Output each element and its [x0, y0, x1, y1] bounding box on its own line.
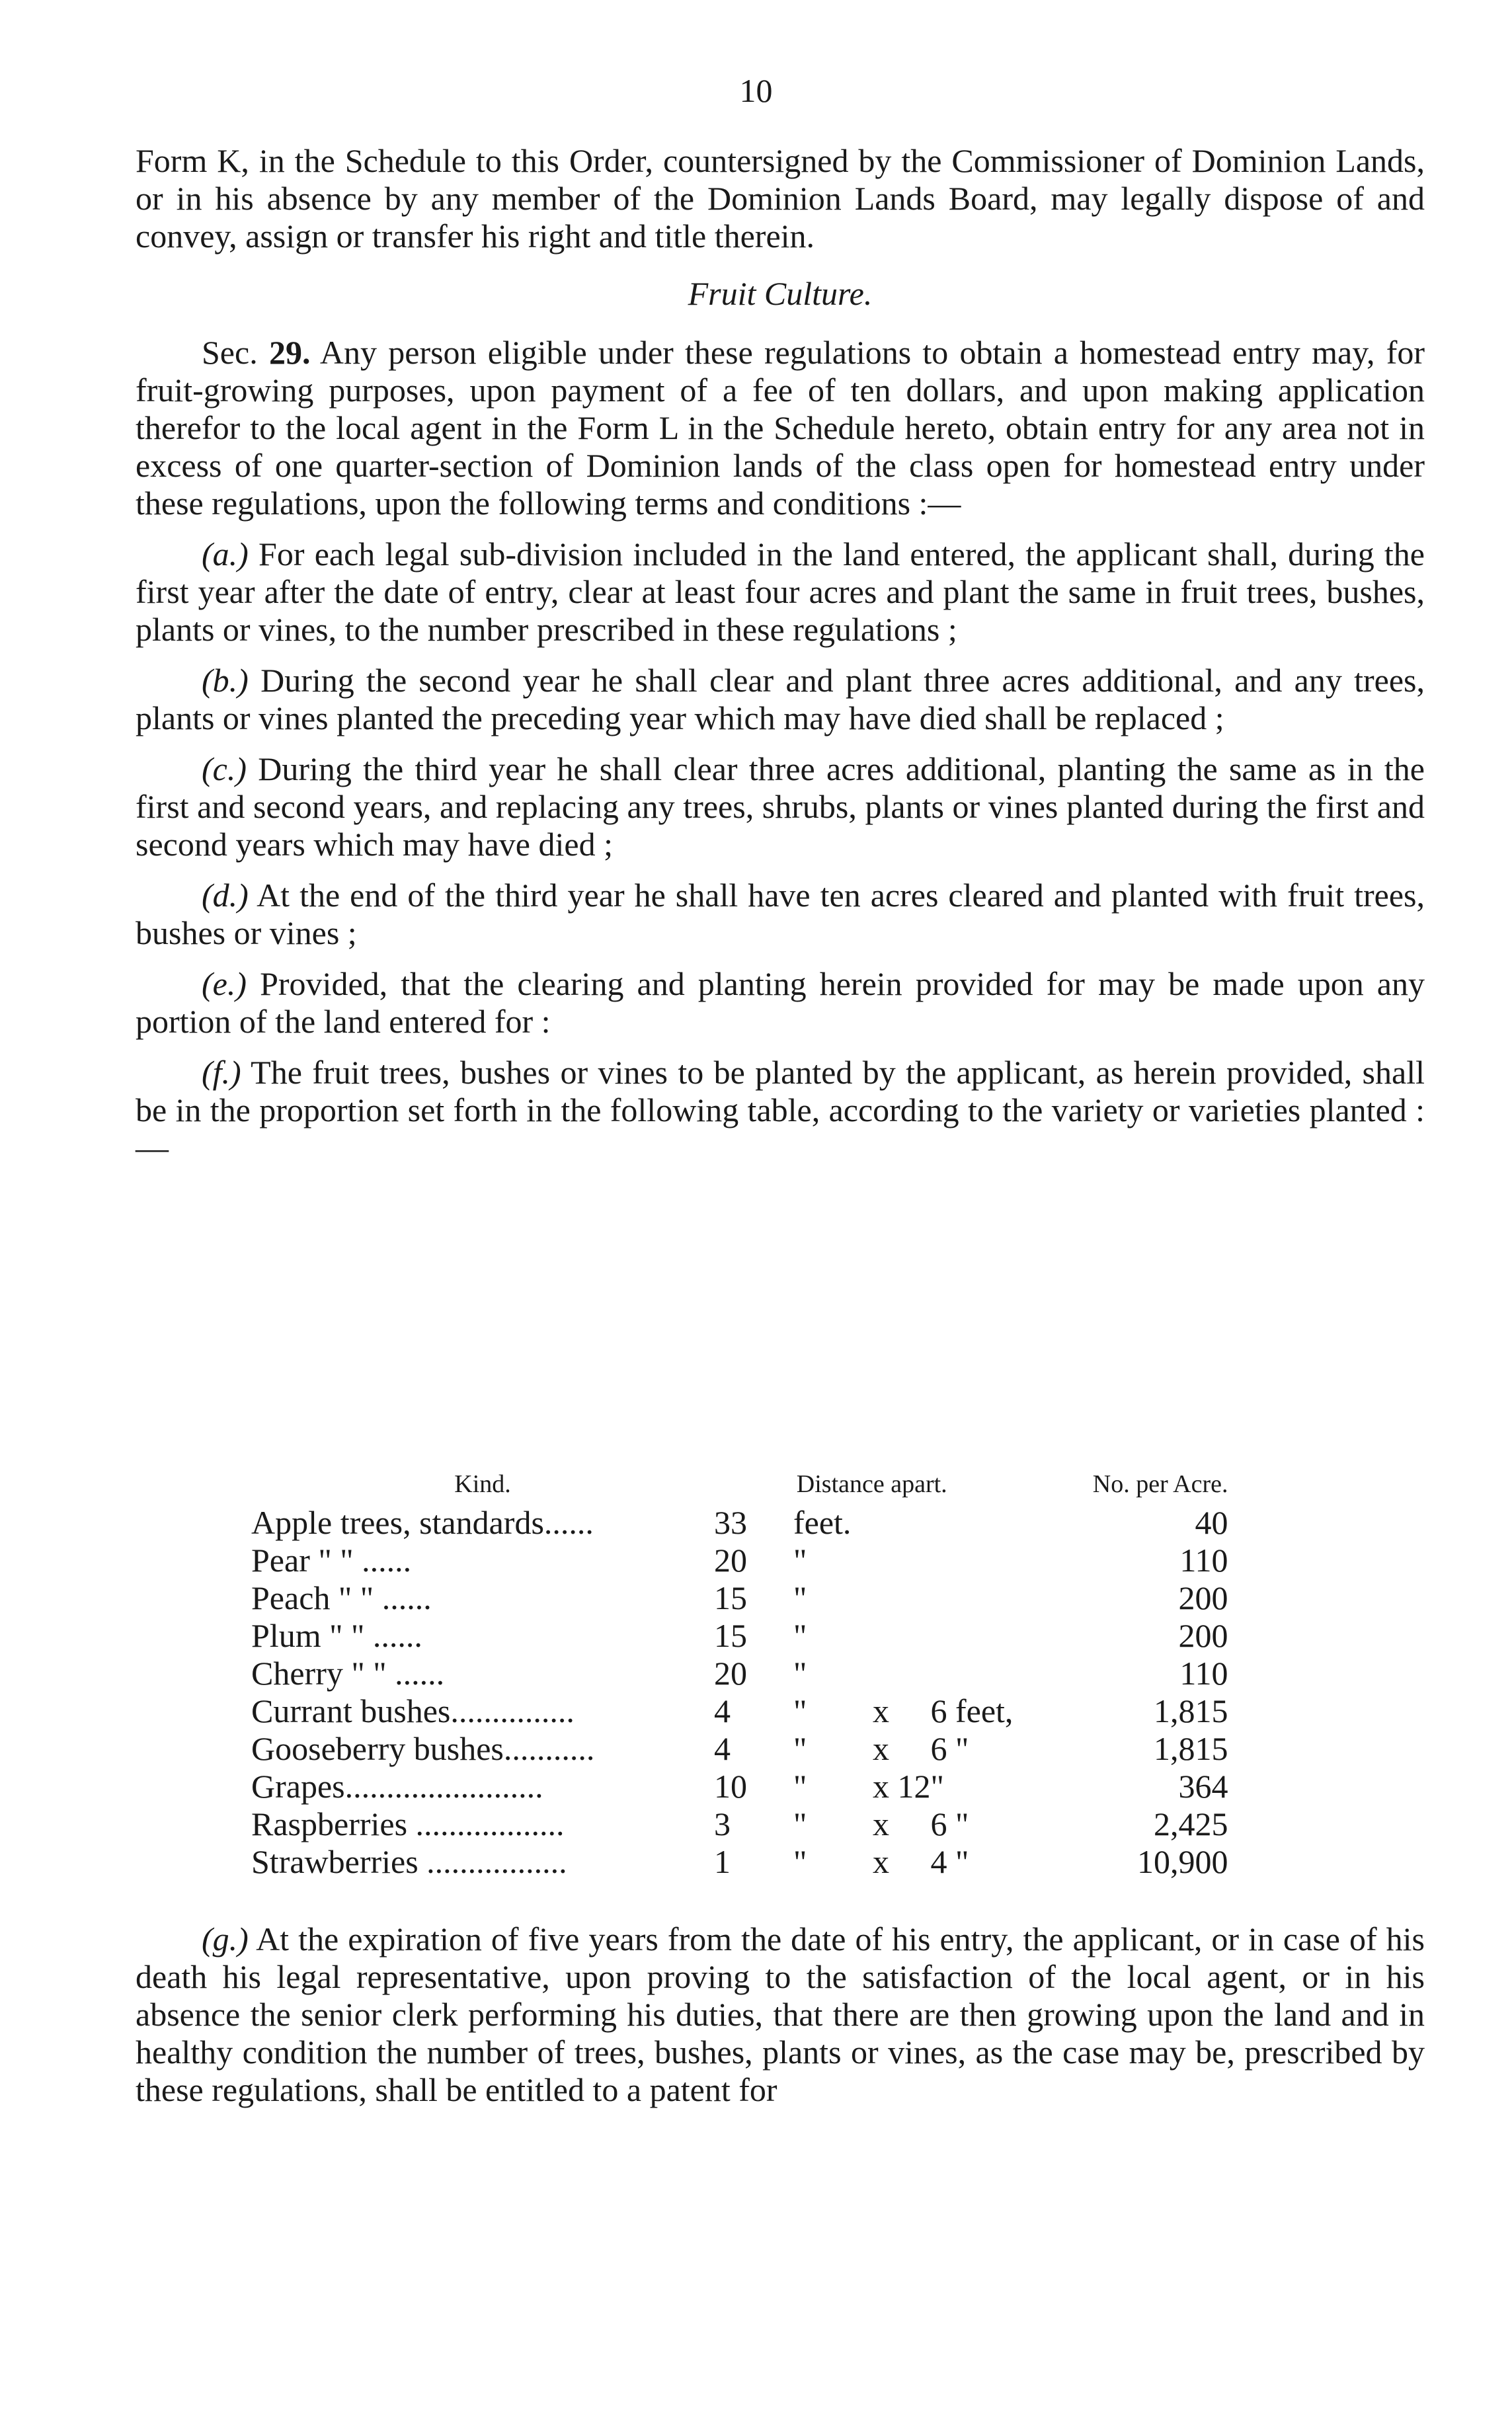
- unit-cell: ": [793, 1542, 807, 1579]
- by-cell: x: [873, 1843, 889, 1880]
- clause-b: [136, 662, 1425, 737]
- table-row: [251, 1542, 1228, 1579]
- kind-cell: Pear " " ......: [251, 1542, 412, 1579]
- unit-cell: ": [793, 1655, 807, 1692]
- table-row: [251, 1843, 1228, 1881]
- per-acre-cell: 40: [1195, 1504, 1228, 1541]
- kind-cell: Gooseberry bushes...........: [251, 1730, 595, 1767]
- per-acre-cell: 200: [1178, 1579, 1228, 1616]
- fruit-planting-table: [251, 1464, 1228, 1881]
- clause-text: During the third year he shall clear three acres additional, planting the same as in the first and second years, and replacing any trees, shrubs, plants or vines planted during the first and second years which may have died ;: [136, 750, 1425, 863]
- unit-cell: feet.: [793, 1504, 852, 1541]
- clause-e: [136, 965, 1425, 1041]
- unit-cell: ": [793, 1768, 807, 1805]
- unit-cell: ": [793, 1617, 807, 1654]
- kind-cell: Currant bushes...............: [251, 1692, 575, 1729]
- clause-letter: (d.): [202, 877, 249, 914]
- table-row: [251, 1805, 1228, 1843]
- clause-text: At the expiration of five years from the date of his entry, the applicant, or in case of his death his legal representative, upon proving to the satisfaction of the local agent, or in his absence the senior clerk performing his duties, that there are then growing upon the land and in healthy condition the number of trees, bushes, plants or vines, as the case may be, prescribed by these regulations, shall be entitled to a patent for: [136, 1920, 1425, 2108]
- section-heading: Fruit Culture.: [688, 275, 873, 312]
- table-row: [251, 1579, 1228, 1617]
- width-cell: 6 feet,: [930, 1692, 1014, 1729]
- distance-cell: 4: [714, 1692, 731, 1729]
- per-acre-cell: 2,425: [1154, 1805, 1228, 1842]
- clause-letter: (b.): [202, 662, 249, 699]
- per-acre-cell: 1,815: [1154, 1692, 1228, 1729]
- distance-cell: 15: [714, 1617, 747, 1654]
- clause-text: Provided, that the clearing and planting herein provided for may be made upon any portion of the land entered for :: [136, 965, 1425, 1040]
- per-acre-cell: 10,900: [1137, 1843, 1228, 1880]
- kind-cell: Plum " " ......: [251, 1617, 422, 1654]
- page-number: 10: [739, 72, 773, 109]
- clause-letter: (a.): [202, 535, 249, 573]
- width-cell: [931, 1542, 1030, 1579]
- kind-cell: Cherry " " ......: [251, 1655, 445, 1692]
- table-row: [251, 1692, 1228, 1730]
- clause-f: [136, 1054, 1425, 1167]
- header-kind: Kind.: [454, 1470, 511, 1498]
- distance-cell: 3: [714, 1805, 731, 1842]
- table-row: [251, 1617, 1228, 1655]
- by-cell: [873, 1617, 931, 1655]
- width-cell: [931, 1504, 1030, 1542]
- unit-cell: ": [793, 1805, 807, 1842]
- kind-cell: Apple trees, standards......: [251, 1504, 594, 1541]
- clause-letter: (c.): [202, 750, 247, 787]
- per-acre-cell: 110: [1179, 1542, 1228, 1579]
- clause-text: At the end of the third year he shall have ten acres cleared and planted with fruit trees, bushes or vines ;: [136, 877, 1425, 951]
- width-cell: [931, 1655, 1030, 1692]
- opening-paragraph: Form K, in the Schedule to this Order, countersigned by the Commissioner of Dominion Lands, or in his absence by any member of the Dominion Lands Board, may legally dispose of and convey, assign or transfer his right and title therein.: [136, 142, 1425, 255]
- table-row: [251, 1504, 1228, 1542]
- per-acre-cell: 200: [1178, 1617, 1228, 1654]
- header-per-acre: No. per Acre.: [1092, 1470, 1228, 1498]
- width-cell: [931, 1617, 1030, 1655]
- by-cell: x: [873, 1730, 889, 1767]
- unit-cell: ": [793, 1730, 807, 1767]
- by-cell: [873, 1655, 931, 1692]
- distance-cell: 1: [714, 1843, 731, 1880]
- distance-cell: 4: [714, 1730, 731, 1767]
- clause-text: For each legal sub-division included in the land entered, the applicant shall, during the first year after the date of entry, clear at least four acres and plant the same in fruit trees, bushes, plants or vines, to the number prescribed in these regulations ;: [136, 535, 1425, 648]
- by-cell: x: [873, 1805, 889, 1842]
- section-29-paragraph: [136, 334, 1425, 522]
- document-body: [136, 142, 1425, 1180]
- width-cell: [931, 1579, 1030, 1617]
- kind-cell: Strawberries .................: [251, 1843, 567, 1880]
- kind-cell: Raspberries ..................: [251, 1805, 565, 1842]
- header-distance: Distance apart.: [796, 1470, 947, 1498]
- clause-letter: (e.): [202, 965, 247, 1002]
- clause-letter: (g.): [202, 1920, 249, 1957]
- clause-g: [136, 1920, 1425, 2109]
- by-cell: x 12: [873, 1768, 931, 1805]
- distance-cell: 10: [714, 1768, 747, 1805]
- table-header-row: [251, 1464, 1228, 1504]
- by-cell: [873, 1504, 931, 1542]
- table-row: [251, 1730, 1228, 1768]
- section-prefix: Sec.: [202, 334, 258, 371]
- clause-letter: (f.): [202, 1054, 241, 1091]
- per-acre-cell: 1,815: [1154, 1730, 1228, 1767]
- table-row: [251, 1768, 1228, 1805]
- document-body-continued: [136, 1920, 1425, 2122]
- distance-cell: 33: [714, 1504, 747, 1541]
- distance-cell: 15: [714, 1579, 747, 1616]
- unit-cell: ": [793, 1692, 807, 1729]
- distance-cell: 20: [714, 1655, 747, 1692]
- distance-cell: 20: [714, 1542, 747, 1579]
- clause-d: [136, 877, 1425, 952]
- by-cell: [873, 1579, 931, 1617]
- unit-cell: ": [793, 1843, 807, 1880]
- width-cell: 6 ": [930, 1730, 969, 1767]
- section-number: 29.: [268, 334, 311, 371]
- per-acre-cell: 110: [1179, 1655, 1228, 1692]
- width-cell: 6 ": [930, 1805, 969, 1842]
- width-cell: ": [930, 1768, 944, 1805]
- clause-c: [136, 750, 1425, 863]
- kind-cell: Peach " " ......: [251, 1579, 432, 1616]
- by-cell: x: [873, 1692, 889, 1729]
- unit-cell: ": [793, 1579, 807, 1616]
- clause-text: During the second year he shall clear and plant three acres additional, and any trees, plants or vines planted the preceding year which may have died shall be replaced ;: [136, 662, 1425, 736]
- clause-a: [136, 535, 1425, 649]
- width-cell: 4 ": [930, 1843, 969, 1880]
- table-row: [251, 1655, 1228, 1692]
- clause-text: The fruit trees, bushes or vines to be planted by the applicant, as herein provided, shall be in the proportion set forth in the following table, according to the variety or varieties planted :—: [136, 1054, 1425, 1166]
- per-acre-cell: 364: [1178, 1768, 1228, 1805]
- kind-cell: Grapes........................: [251, 1768, 543, 1805]
- by-cell: [873, 1542, 931, 1579]
- section-text: Any person eligible under these regulations to obtain a homestead entry may, for fruit-growing purposes, upon payment of a fee of ten dollars, and upon making application therefor to the local agent in the Form L in the Schedule hereto, obtain entry for any area not in excess of one quarter-section of Dominion lands of the class open for homestead entry under these regulations, upon the following terms and conditions :—: [136, 334, 1425, 522]
